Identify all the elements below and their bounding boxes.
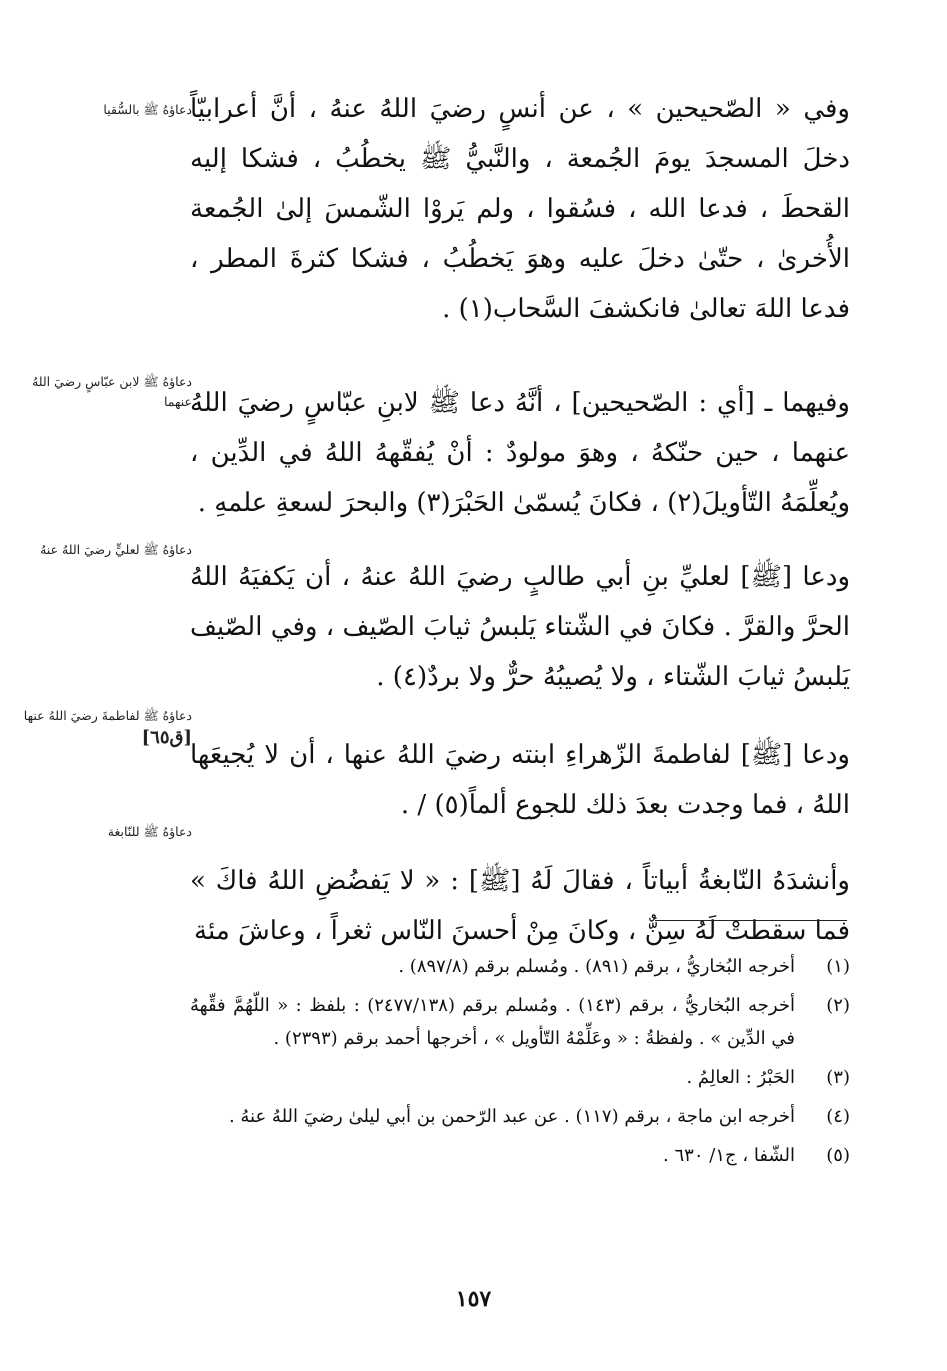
footnote	[190, 1139, 850, 1172]
margin-note-text: دعاؤهُ ﷺ لفاطمةَ رضيَ اللهُ عنها	[23, 708, 192, 723]
paragraph-text: وفيهما ـ [أي : الصّحيحين] ، أنَّهُ دعا ﷺ لابنِ عبّاسٍ رضيَ اللهُ عنهما ، حين حنّكهُ ، وهوَ مولودٌ : أنْ يُفقّههُ اللهُ في الدِّين ، ويُعلِّمَهُ التّأويلَ(٢) ، فكانَ يُسمّىٰ الحَبْرَ(٣) والبحرَ لسعةِ علمهِ .	[190, 388, 850, 518]
footnotes	[190, 950, 850, 1178]
footnote-number: (٥)	[826, 1145, 850, 1166]
margin-note	[22, 540, 192, 560]
margin-note	[22, 100, 192, 120]
margin-note	[22, 372, 192, 412]
main-text	[190, 84, 850, 982]
footnote-number: (٢)	[826, 995, 850, 1016]
margin-note-text: دعاؤهُ ﷺ لعليٍّ رضيَ اللهُ عنهُ	[40, 542, 192, 557]
margin-note	[22, 822, 192, 842]
folio-mark: [ق٦٥]	[141, 727, 192, 748]
paragraph-rain-prayer	[190, 84, 850, 356]
footnote	[190, 1061, 850, 1094]
footnote-text: أخرجه البُخاريُّ ، برقم (٨٩١) . ومُسلم برقم (٨٩٧/٨) .	[398, 956, 795, 977]
footnote-number: (٤)	[826, 1106, 850, 1127]
footnote-text: الحَبْرُ : العالِمُ .	[686, 1067, 795, 1088]
paragraph-text: ودعا [ﷺ] لفاطمةَ الزّهراءِ ابنته رضيَ اللهُ عنها ، أن لا يُجيعَها اللهُ ، فما وجدت بعدَ ذلك للجوع ألماً(٥) / .	[190, 740, 850, 820]
margin-note	[22, 706, 192, 748]
margin-note-text: دعاؤهُ ﷺ للنّابغة	[107, 824, 192, 839]
page-number: ١٥٧	[455, 1286, 492, 1312]
footnote-number: (٣)	[826, 1067, 850, 1088]
paragraph-fatima	[190, 730, 850, 834]
paragraph-nabigha	[190, 856, 850, 960]
footnote	[190, 1100, 850, 1133]
footnote-text: أخرجه ابن ماجة ، برقم (١١٧) . عن عبد الرّحمن بن أبي ليلىٰ رضيَ اللهُ عنهُ .	[228, 1106, 795, 1127]
footnote	[190, 989, 850, 1055]
footnote-text: أخرجه البُخاريُّ ، برقم (١٤٣) . ومُسلم برقم (٢٤٧٧/١٣٨) : بلفظ : « اللّهُمَّ فقِّههُ في الدِّين » . ولفظةُ : « وعَلِّمْهُ التّأويل » ، أخرجها أحمد برقم (٢٣٩٣) .	[190, 995, 795, 1049]
paragraph-ali	[190, 552, 850, 708]
footnote	[190, 950, 850, 983]
paragraph-ibn-abbas	[190, 378, 850, 530]
margin-note-text: دعاؤهُ ﷺ بالسُّقيا	[103, 102, 192, 117]
paragraph-text: وفي « الصّحيحين » ، عن أنسٍ رضيَ اللهُ عنهُ ، أنَّ أعرابيّاً دخلَ المسجدَ يومَ الجُمعة ، والنَّبيُّ ﷺ يخطُبُ ، فشكا إليه القحطَ ، فدعا الله ، فسُقوا ، ولم يَروْا الشّمسَ إلىٰ الجُمعة الأُخرىٰ ، حتّىٰ دخلَ عليه وهوَ يَخطُبُ ، فشكا كثرةَ المطر ، فدعا اللهَ تعالىٰ فانكشفَ السَّحاب(١) .	[190, 94, 850, 324]
margin-note-text: دعاؤهُ ﷺ لابن عبّاسٍ رضيَ اللهُ عنهما	[32, 374, 192, 409]
paragraph-text: وأنشدَهُ النّابغةُ أبياتاً ، فقالَ لَهُ [ﷺ] : « لا يَفضُضِ اللهُ فاكَ » فما سقطتْ لَهُ سِنٌّ ، وكانَ مِنْ أحسنَ النّاس ثغراً ، وعاشَ مئة	[190, 866, 850, 946]
footnote-number: (١)	[826, 956, 850, 977]
footnote-separator	[655, 920, 847, 921]
paragraph-text: ودعا [ﷺ] لعليِّ بنِ أبي طالبٍ رضيَ اللهُ عنهُ ، أن يَكفيَهُ اللهُ الحرَّ والقرَّ . فكانَ في الشّتاء يَلبسُ ثيابَ الصّيف ، وفي الصّيف يَلبسُ ثيابَ الشّتاء ، ولا يُصيبُهُ حرٌّ ولا بردٌ(٤) .	[190, 562, 850, 692]
footnote-text: الشّفا ، ج١/ ٦٣٠ .	[663, 1145, 795, 1166]
